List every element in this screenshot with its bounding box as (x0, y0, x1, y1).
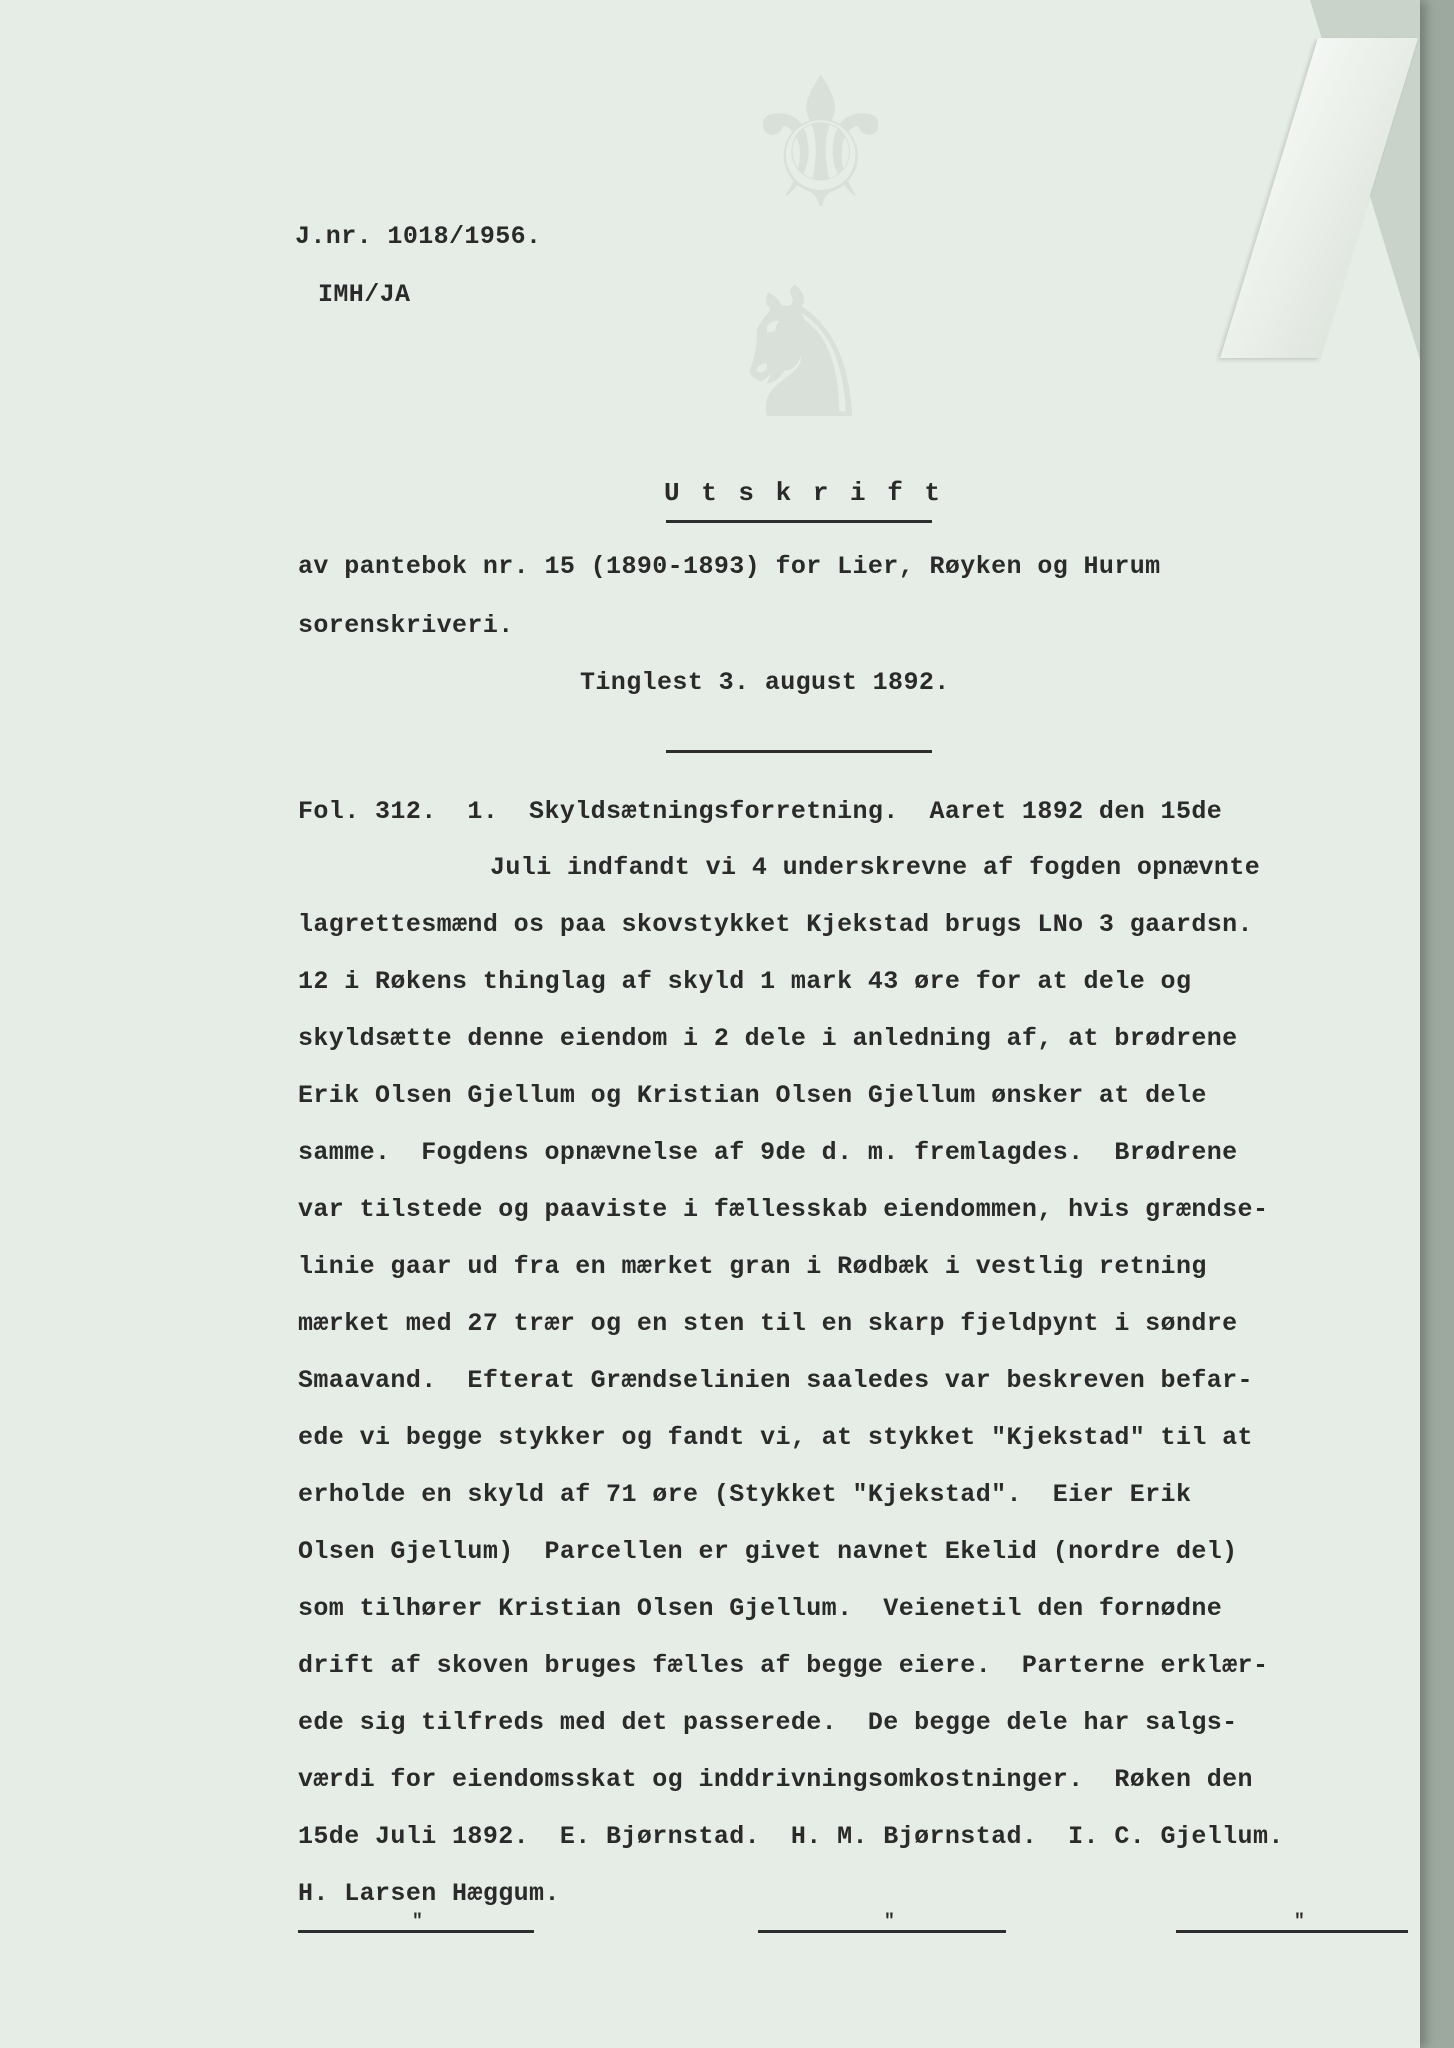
body-line: samme. Fogdens opnævnelse af 9de d. m. fremlagdes. Brødrene (298, 1138, 1238, 1167)
body-line: drift af skoven bruges fælles af begge eiere. Parterne erklær- (298, 1651, 1269, 1680)
intro-line-1: av pantebok nr. 15 (1890-1893) for Lier, Røyken og Hurum (298, 552, 1161, 581)
body-line: linie gaar ud fra en mærket gran i Rødbæk i vestlig retning (298, 1252, 1207, 1281)
faint-stamp-mark: ⚜ (740, 40, 902, 249)
body-line: ede sig tilfreds med det passerede. De begge dele har salgs- (298, 1708, 1238, 1737)
ditto-line-2 (758, 1930, 1006, 1933)
intro-line-2: sorenskriveri. (298, 611, 514, 640)
journal-number: J.nr. 1018/1956. (295, 222, 542, 251)
body-line: værdi for eiendomsskat og inddrivningsomkostninger. Røken den (298, 1765, 1253, 1794)
ditto-mark-2: " (884, 1912, 895, 1932)
body-line: Smaavand. Efterat Grændselinien saaledes var beskreven befar- (298, 1366, 1253, 1395)
body-line: erholde en skyld af 71 øre (Stykket "Kjekstad". Eier Erik (298, 1480, 1192, 1509)
body-line: Fol. 312. 1. Skyldsætningsforretning. Aaret 1892 den 15de (298, 797, 1223, 826)
ditto-line-3 (1176, 1930, 1408, 1933)
body-line: Juli indfandt vi 4 underskrevne af fogden opnævnte (490, 853, 1261, 882)
ditto-mark-3: " (1294, 1912, 1305, 1932)
body-line: ede vi begge stykker og fandt vi, at stykket "Kjekstad" til at (298, 1423, 1253, 1452)
faint-stamp-mark-2: ♞ (720, 250, 882, 459)
body-line: Olsen Gjellum) Parcellen er givet navnet Ekelid (nordre del) (298, 1537, 1238, 1566)
registration-date: Tinglest 3. august 1892. (580, 668, 950, 697)
body-line: mærket med 27 trær og en sten til en skarp fjeldpynt i søndre (298, 1309, 1238, 1338)
body-line: 12 i Røkens thinglag af skyld 1 mark 43 øre for at dele og (298, 967, 1192, 996)
ditto-mark-1: " (412, 1912, 423, 1932)
body-line: som tilhører Kristian Olsen Gjellum. Veienetil den fornødne (298, 1594, 1223, 1623)
body-line: H. Larsen Hæggum. (298, 1879, 560, 1908)
initials: IMH/JA (318, 280, 411, 309)
body-line: 15de Juli 1892. E. Bjørnstad. H. M. Bjørnstad. I. C. Gjellum. (298, 1822, 1284, 1851)
body-line: skyldsætte denne eiendom i 2 dele i anledning af, at brødrene (298, 1024, 1238, 1053)
body-line: lagrettesmænd os paa skovstykket Kjekstad brugs LNo 3 gaardsn. (298, 910, 1253, 939)
document-title: U t s k r i f t (664, 478, 944, 508)
title-underline (666, 520, 932, 523)
body-line: var tilstede og paaviste i fællesskab eiendommen, hvis grændse- (298, 1195, 1269, 1224)
body-line: Erik Olsen Gjellum og Kristian Olsen Gjellum ønsker at dele (298, 1081, 1207, 1110)
section-divider (666, 750, 932, 753)
